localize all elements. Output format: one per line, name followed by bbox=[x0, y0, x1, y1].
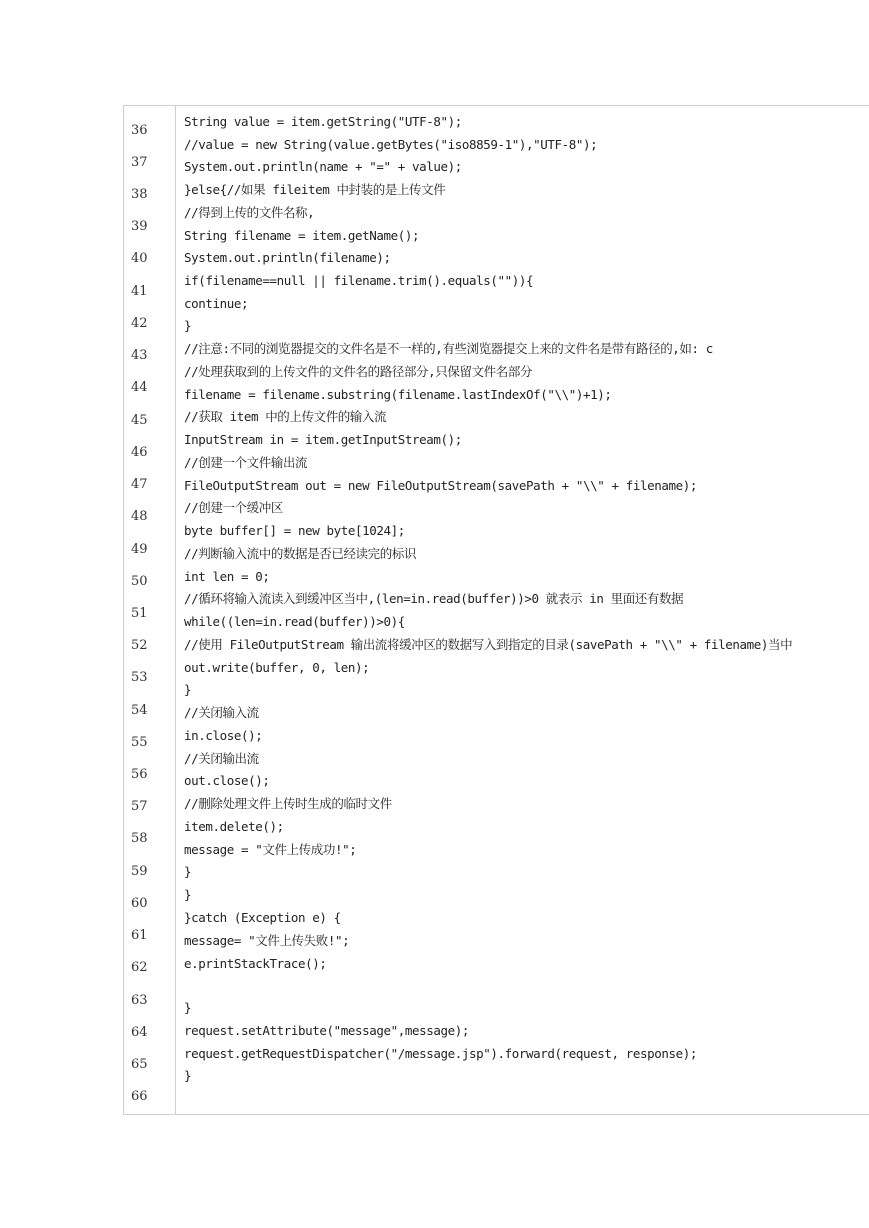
line-number: 62 bbox=[131, 960, 148, 975]
line-number: 45 bbox=[131, 413, 148, 428]
line-number: 52 bbox=[131, 638, 148, 653]
code-line: //注意:不同的浏览器提交的文件名是不一样的,有些浏览器提交上来的文件名是带有路径的,如: c bbox=[184, 341, 713, 356]
line-number: 50 bbox=[131, 574, 148, 589]
line-number: 54 bbox=[131, 703, 148, 718]
line-number: 60 bbox=[131, 896, 148, 911]
code-line: message = "文件上传成功!"; bbox=[184, 842, 357, 857]
line-number: 38 bbox=[131, 187, 148, 202]
line-number: 51 bbox=[131, 606, 148, 621]
line-number: 66 bbox=[131, 1089, 148, 1104]
code-line: //处理获取到的上传文件的文件名的路径部分,只保留文件名部分 bbox=[184, 364, 533, 379]
line-number: 37 bbox=[131, 155, 148, 170]
line-number: 40 bbox=[131, 251, 148, 266]
code-line: byte buffer[] = new byte[1024]; bbox=[184, 523, 405, 538]
code-line: } bbox=[184, 682, 192, 697]
code-line: in.close(); bbox=[184, 728, 263, 743]
line-number-gutter bbox=[124, 106, 176, 1114]
line-number: 48 bbox=[131, 509, 148, 524]
line-number: 42 bbox=[131, 316, 148, 331]
line-number: 43 bbox=[131, 348, 148, 363]
code-line: item.delete(); bbox=[184, 819, 284, 834]
code-line: }else{//如果 fileitem 中封装的是上传文件 bbox=[184, 182, 446, 197]
code-line: int len = 0; bbox=[184, 569, 270, 584]
code-line: continue; bbox=[184, 296, 249, 311]
line-number: 44 bbox=[131, 380, 148, 395]
line-number: 65 bbox=[131, 1057, 148, 1072]
code-line: System.out.println(name + "=" + value); bbox=[184, 159, 462, 174]
code-line: } bbox=[184, 864, 192, 879]
line-number: 58 bbox=[131, 831, 148, 846]
code-listing bbox=[123, 105, 869, 1115]
line-number: 47 bbox=[131, 477, 148, 492]
code-line: out.write(buffer, 0, len); bbox=[184, 660, 370, 675]
line-number: 59 bbox=[131, 864, 148, 879]
code-body bbox=[177, 106, 869, 1114]
code-line: if(filename==null || filename.trim().equals("")){ bbox=[184, 273, 534, 288]
line-number: 55 bbox=[131, 735, 148, 750]
code-line: //获取 item 中的上传文件的输入流 bbox=[184, 409, 387, 424]
line-number: 56 bbox=[131, 767, 148, 782]
code-line: //value = new String(value.getBytes("iso8859-1"),"UTF-8"); bbox=[184, 137, 598, 152]
code-line: //循环将输入流读入到缓冲区当中,(len=in.read(buffer))>0 就表示 in 里面还有数据 bbox=[184, 591, 684, 606]
code-line: }catch (Exception e) { bbox=[184, 910, 341, 925]
code-line: String value = item.getString("UTF-8"); bbox=[184, 114, 462, 129]
code-line: InputStream in = item.getInputStream(); bbox=[184, 432, 462, 447]
code-line: } bbox=[184, 1000, 192, 1015]
code-line: //得到上传的文件名称, bbox=[184, 205, 315, 220]
code-line: //创建一个文件输出流 bbox=[184, 455, 308, 470]
line-number: 46 bbox=[131, 445, 148, 460]
code-line: request.getRequestDispatcher("/message.jsp").forward(request, response); bbox=[184, 1046, 698, 1061]
line-number: 53 bbox=[131, 670, 148, 685]
code-line: } bbox=[184, 1068, 192, 1083]
code-line: out.close(); bbox=[184, 773, 270, 788]
code-line: String filename = item.getName(); bbox=[184, 228, 420, 243]
code-line: while((len=in.read(buffer))>0){ bbox=[184, 614, 405, 629]
code-line: //判断输入流中的数据是否已经读完的标识 bbox=[184, 546, 417, 561]
code-line: message= "文件上传失败!"; bbox=[184, 933, 350, 948]
code-line: //关闭输入流 bbox=[184, 705, 259, 720]
line-number: 39 bbox=[131, 219, 148, 234]
code-line: System.out.println(filename); bbox=[184, 250, 391, 265]
code-line: //使用 FileOutputStream 输出流将缓冲区的数据写入到指定的目录(savePath + "\\" + filename)当中 bbox=[184, 637, 793, 652]
line-number: 64 bbox=[131, 1025, 148, 1040]
code-line: filename = filename.substring(filename.lastIndexOf("\\")+1); bbox=[184, 387, 612, 402]
code-line: } bbox=[184, 318, 192, 333]
code-line: request.setAttribute("message",message); bbox=[184, 1023, 470, 1038]
line-number: 49 bbox=[131, 542, 148, 557]
code-line: //创建一个缓冲区 bbox=[184, 500, 283, 515]
line-number: 63 bbox=[131, 993, 148, 1008]
code-line: FileOutputStream out = new FileOutputStream(savePath + "\\" + filename); bbox=[184, 478, 698, 493]
line-number: 36 bbox=[131, 123, 148, 138]
line-number: 57 bbox=[131, 799, 148, 814]
line-number: 41 bbox=[131, 284, 148, 299]
code-line: e.printStackTrace(); bbox=[184, 956, 327, 971]
code-line: //删除处理文件上传时生成的临时文件 bbox=[184, 796, 392, 811]
code-line: //关闭输出流 bbox=[184, 751, 259, 766]
line-number: 61 bbox=[131, 928, 148, 943]
code-line: } bbox=[184, 887, 192, 902]
